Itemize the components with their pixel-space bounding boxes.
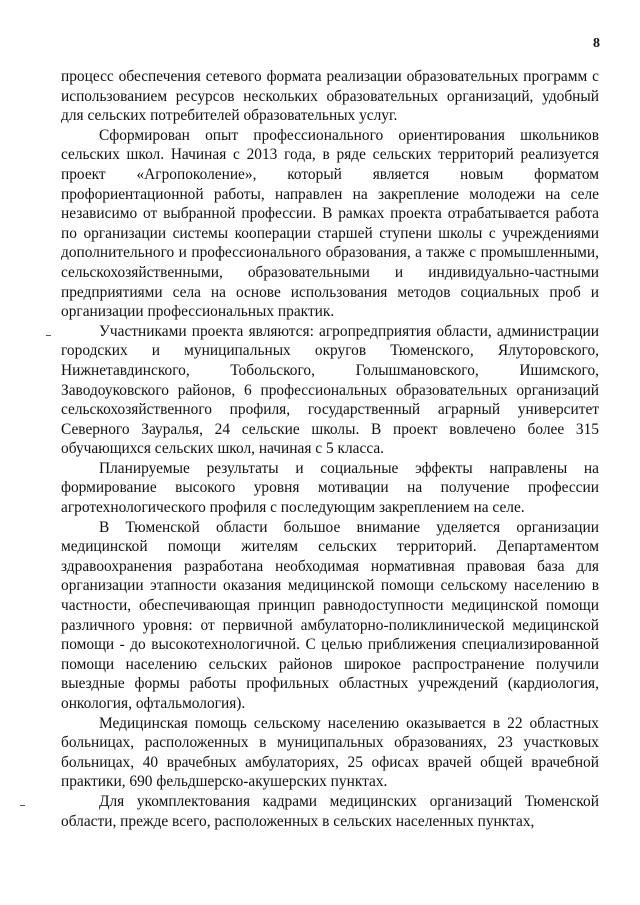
paragraph-planned-results: Планируемые результаты и социальные эффекты направлены на формирование высокого уровня мотивации на получение профессии агротехнологического профиля с последующим закреплением на селе.: [61, 459, 599, 517]
margin-mark: [46, 335, 51, 336]
document-body: [61, 67, 599, 831]
margin-mark: [20, 805, 25, 806]
paragraph-career-guidance: Сформирован опыт профессионального ориентирования школьников сельских школ. Начиная с 2013 года, в ряде сельских территорий реализуется проект «Агропоколение», который является новым форматом профориентационной работы, направлен на закрепление молодежи на селе независимо от выбранной профессии. В рамках проекта отрабатывается работа по организации системы кооперации старшей ступени школы с учреждениями дополнительного и профессионального образования, а также с промышленными, сельскохозяйственными, образовательными и индивидуально-частными предприятиями села на основе использования методов социальных проб и организации профессиональных практик.: [61, 126, 599, 321]
paragraph-continuation: процесс обеспечения сетевого формата реализации образовательных программ с использованием ресурсов нескольких образовательных организаций, удобный для сельских потребителей образовательных услуг.: [61, 68, 599, 125]
paragraph-project-participants: Участниками проекта являются: агропредприятия области, администрации городских и муниципальных округов Тюменского, Ялуторовского, Нижнетавдинского, Тобольского, Голышмановского, Ишимского, Заводоуковского районов, 6 профессиональных образовательных организаций сельскохозяйственного профиля, государственный аграрный университет Северного Зауралья, 24 сельские школы. В проект вовлечено более 315 обучающихся сельских школ, начиная с 5 класса.: [61, 322, 599, 458]
page-number: 8: [593, 36, 600, 51]
paragraph-staffing: Для укомплектования кадрами медицинских организаций Тюменской области, прежде всего, расположенных в сельских населенных пунктах,: [61, 792, 599, 830]
paragraph-hospitals: Медицинская помощь сельскому населению оказывается в 22 областных больницах, расположенных в муниципальных образованиях, 23 участковых больницах, 40 врачебных амбулаториях, 25 офисах врачей общей врачебной практики, 690 фельдшерско-акушерских пунктах.: [61, 714, 599, 791]
paragraph-medical-care: В Тюменской области большое внимание уделяется организации медицинской помощи жителям сельских территорий. Департаментом здравоохранения разработана необходимая нормативная правовая база для организации этапности оказания медицинской помощи сельскому населению в частности, обеспечивающая принцип равнодоступности медицинской помощи различного уровня: от первичной амбулаторно-поликлинической медицинской помощи - до высокотехнологичной. С целью приближения специализированной помощи населению сельских районов широкое распространение получили выездные формы работы профильных областных учреждений (кардиология, онкология, офтальмология).: [61, 518, 599, 712]
